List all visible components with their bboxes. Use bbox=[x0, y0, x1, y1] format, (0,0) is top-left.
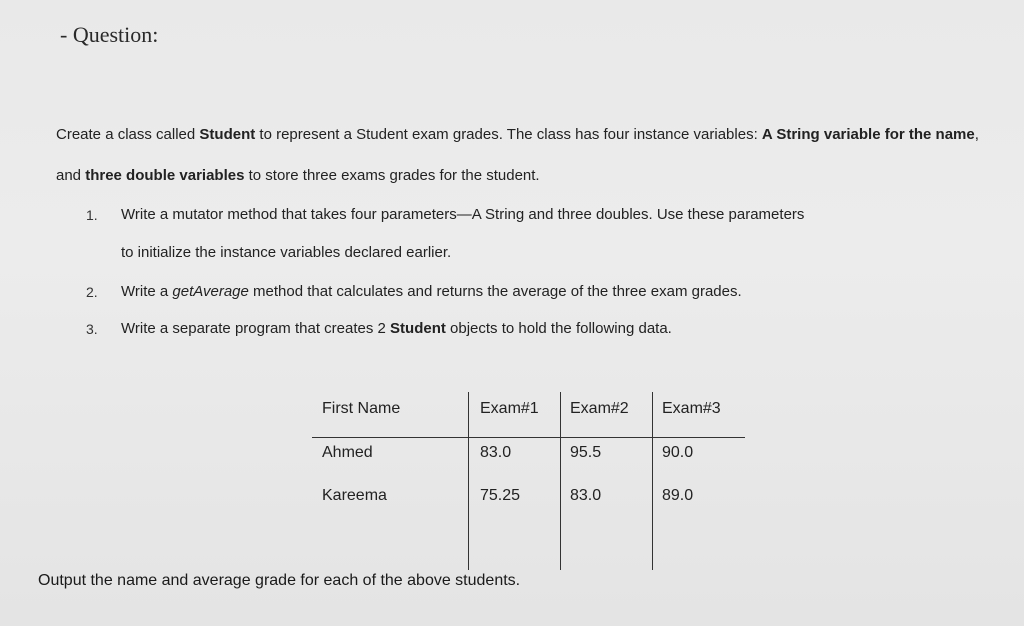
item-3-pre: Write a separate program that creates 2 bbox=[121, 320, 391, 337]
table-header-cell: Exam#3 bbox=[662, 400, 721, 417]
item-3-number: 3. bbox=[86, 321, 98, 337]
question-heading: - Question: bbox=[60, 22, 159, 47]
table-cell: 83.0 bbox=[570, 487, 602, 504]
item-2-method-name: getAverage bbox=[172, 283, 249, 300]
item-2-text bbox=[121, 283, 742, 300]
item-3-bold-student: Student bbox=[390, 320, 446, 337]
intro-bold-double-vars: three double variables bbox=[85, 167, 245, 184]
item-1-number: 1. bbox=[86, 207, 98, 223]
table-cell: Kareema bbox=[322, 487, 387, 504]
intro-bold-string-var: A String variable for the name bbox=[761, 126, 975, 143]
item-1-line-2: to initialize the instance variables declared earlier. bbox=[121, 244, 452, 261]
item-1-line-1: Write a mutator method that takes four parameters—A String and three doubles. Use these parameters bbox=[121, 206, 805, 223]
table-cell: 90.0 bbox=[662, 444, 694, 461]
intro-paragraph bbox=[56, 114, 986, 196]
table-cell: 95.5 bbox=[570, 444, 602, 461]
table-header-cell: Exam#2 bbox=[570, 400, 629, 417]
item-3-text bbox=[121, 320, 672, 337]
table-cell: 75.25 bbox=[480, 487, 521, 504]
intro-text-1: Create a class called bbox=[56, 126, 200, 143]
item-2-number: 2. bbox=[86, 284, 98, 300]
item-2-pre: Write a bbox=[121, 283, 173, 300]
table-divider-2 bbox=[560, 392, 561, 570]
intro-bold-student: Student bbox=[199, 126, 256, 143]
intro-text-4: to store three exams grades for the student. bbox=[244, 167, 540, 184]
table-cell: 89.0 bbox=[662, 487, 694, 504]
output-instruction: Output the name and average grade for each of the above students. bbox=[38, 572, 521, 589]
table-cell: 83.0 bbox=[480, 444, 512, 461]
table-cell: Ahmed bbox=[322, 444, 373, 461]
grades-table bbox=[312, 392, 752, 570]
item-2-post: method that calculates and returns the average of the three exam grades. bbox=[248, 283, 742, 300]
table-header-cell: Exam#1 bbox=[480, 400, 539, 417]
intro-text-3: , and bbox=[56, 126, 979, 184]
intro-text-2: to represent a Student exam grades. The class has four instance variables: bbox=[255, 126, 762, 143]
table-divider-3 bbox=[652, 392, 653, 570]
table-header-cell: First Name bbox=[322, 400, 401, 417]
table-header-rule bbox=[312, 437, 745, 438]
table-divider-1 bbox=[468, 392, 469, 570]
item-3-post: objects to hold the following data. bbox=[445, 320, 672, 337]
